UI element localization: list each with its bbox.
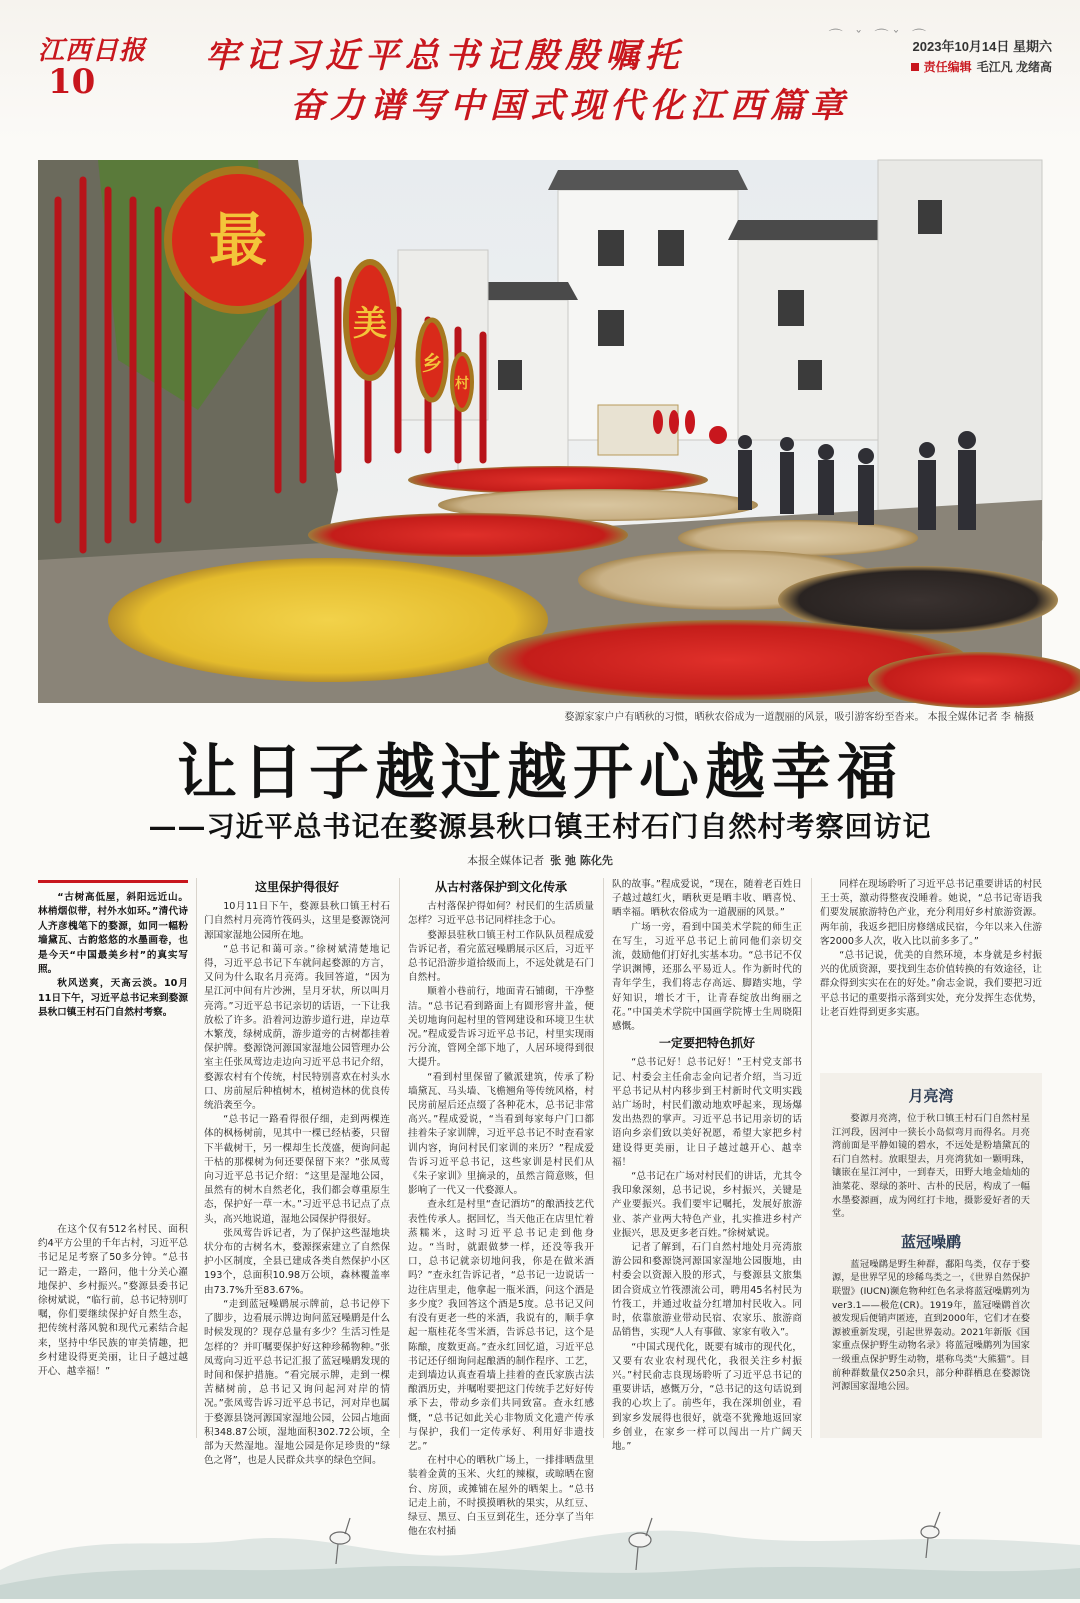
section-heading: 从古村落保护到文化传承	[434, 880, 567, 894]
paragraph: 古村落保护得如何？村民们的生活质量怎样？习近平总书记同样挂念于心。	[408, 901, 594, 927]
paragraph: 查永红是村里“查记酒坊”的酿酒技艺代表性传承人。据回忆，当天他正在店里忙着蒸糯米，这时习近平总书记走到他身边。“当时，就跟做梦一样，还没等我开口，总书记就亲切地问我，你是在做米酒吗？”查永红告诉记者，“总书记一边说话一边往店里走，他拿起一瓶米酒，问这个酒是多少度？我回答这个酒是5度。总书记又问有没有更老一些的米酒，我说有的，顺手拿起一瓶桂花冬雪米酒，告诉总书记，这个是陈酿，度数更高。”查永红回忆道，习近平总书记还仔细询问起酿酒的制作程序、工艺，走到墙边认真查看墙上挂着的查氏家族古法酿酒历史，并嘱咐要把这门传统手艺好好传承下去，带动乡亲们共同致富。查永红感慨，“总书记如此关心非物质文化遗产传承与保护，我们一定传承好、利用好非遗技艺。”	[408, 1199, 594, 1452]
red-square-icon	[911, 63, 919, 71]
paragraph: 广场一旁，看到中国美术学院的师生正在写生，习近平总书记上前同他们亲切交流，鼓励他们打好扎实基本功。“总书记不仅学识渊博，还那么平易近人。作为新时代的青年学生，我们将志存高远、脚踏实地，学好知识，增长才干，让青春绽放出绚丽之花。”中国美术学院中国画学院博士生周晓阳感慨。	[612, 921, 802, 1033]
sign-disk	[168, 170, 308, 310]
editor-label: 责任编辑	[923, 60, 972, 74]
column-divider	[811, 878, 812, 1438]
sign-char-1: 最	[208, 206, 268, 274]
section-heading: 这里保护得很好	[254, 880, 339, 894]
column-divider	[196, 878, 197, 1438]
byline-names: 张 弛 陈化先	[550, 854, 613, 867]
column-1	[38, 1223, 188, 1438]
footer-landscape-art	[0, 1460, 1080, 1599]
byline	[0, 852, 1080, 868]
flying-birds-icon: ⌒ ˇ ⌒ˇ ⌒	[828, 29, 930, 45]
sidebar-title: 月亮湾	[908, 1087, 954, 1105]
column-5	[820, 878, 1042, 1068]
column-divider	[399, 878, 400, 1438]
paper-name: 江西日报	[38, 36, 147, 66]
sign-disk	[452, 354, 472, 410]
paragraph: 顺着小巷前行，地面青石铺砌，干净整洁。“总书记看到路面上有圆形窨井盖，便关切地询问起村里的管网建设和环境卫生状况。”程成爱告诉习近平总书记，村里实现雨污分流，管网全部下地了，人居环境得到很大提升。	[408, 986, 594, 1069]
paragraph: “总书记一路看得很仔细，走到两棵连体的枫杨树前，见其中一棵已经枯萎，只留下半截树干，另一棵却生长茂盛，便询问起干枯的那棵树为何还要保留下来？”张凤莺向习近平总书记介绍：“这里是湿地公园，虽然有的树木自然老化，我们都会尊重原生态，保护好一草一木。”习近平总书记点了点头，高兴地说道，湿地公园保护得很好。	[204, 1114, 390, 1225]
article-body	[38, 878, 1042, 1538]
masthead	[0, 0, 1080, 145]
info-sidebar	[820, 1073, 1042, 1438]
paragraph: 同样在现场聆听了习近平总书记重要讲话的村民王士英，激动得整夜没睡着。她说，“总书记寄语我们要发展旅游特色产业，充分利用好乡村旅游资源。两年前，我返乡把旧房修缮成民宿，今年以来入住游客2000多人次，收入比以前多多了。”	[820, 879, 1042, 947]
paragraph: 10月11日下午，婺源县秋口镇王村石门自然村月亮湾竹筏码头，这里是婺源饶河源国家湿地公园所在地。	[204, 901, 390, 941]
issue-date: 2023年10月14日 星期六	[912, 39, 1052, 54]
paragraph: “总书记说，优美的自然环境，本身就是乡村振兴的优质资源，要找到生态价值转换的有效途径，让群众得到实实在在的好处。”俞志金说，我们要把习近平总书记的重要指示落到实处，充分发挥生态优势，让老百姓得到更多实惠。	[820, 950, 1042, 1018]
sign-disk	[346, 262, 394, 378]
paragraph: 在这个仅有512名村民、面积约4平方公里的千年古村，习近平总书记足足考察了50多分钟。“总书记一路走，一路问，他十分关心濯地保护、乡村振兴。”婺源县委书记徐树斌说，“临行前，总书记特别叮嘱，你们要继续保护好自然生态，把传统村落风貌和现代元素结合起来，坚持中华民族的审美情趣，把乡村建设得更美丽，让日子越过越开心、越幸福！”	[38, 1224, 189, 1378]
sign-disk	[418, 320, 446, 400]
lead-box	[38, 880, 188, 1210]
article-headline: 让日子越过越开心越幸福	[177, 738, 903, 808]
sign-char-2: 美	[353, 304, 387, 344]
article-subheadline: ——习近平总书记在婺源县秋口镇王村石门自然村考察回访记	[148, 810, 932, 843]
column-divider	[603, 878, 604, 1438]
sidebar-section-bird	[832, 1231, 1030, 1394]
section-heading: 一定要把特色抓好	[658, 1036, 755, 1051]
sign-char-3: 乡	[422, 351, 442, 375]
column-2	[204, 878, 390, 1467]
lead-paragraph: “古树高低屋，斜阳远近山。林梢烟似带，村外水如环。”清代诗人齐彦槐笔下的婺源，如同一幅粉墙黛瓦、古韵悠悠的水墨画卷，也是今天“中国最美乡村”的真实写照。	[38, 892, 188, 976]
page-number: 10	[48, 62, 96, 102]
paragraph: 张凤莺告诉记者，为了保护这些湿地块状分布的古树名木，婺源探索建立了自然保护小区制度，全县已建成各类自然保护小区193个，总面积10.98万公顷，森林覆盖率由73.7%升至83.67%。	[204, 1227, 390, 1296]
byline-label: 本报全媒体记者	[467, 854, 545, 867]
paragraph: “走到蓝冠噪鹛展示牌前，总书记停下了脚步，边看展示牌边询问蓝冠噪鹛是什么时候发现的？现存总量有多少？生活习性是怎样的？并叮嘱要保护好这种珍稀物种。”张凤莺向习近平总书记汇报了蓝冠噪鹛发现的时间和保护措施。“看完展示牌，走到一棵苦槠树前，总书记又询问起河对岸的情况。”张凤莺告诉习近平总书记，河对岸也属于婺源县饶河源国家湿地公园，公园占地面积348.87公顷，湿地面积302.72公顷，全部为天然湿地。湿地公园是你足珍贵的“绿色之肾”，也是人民群众共享的绿色空间。	[204, 1298, 390, 1467]
editor-credit	[911, 58, 1052, 75]
photo-caption: 婺源家家户户有晒秋的习惯，晒秋农俗成为一道靓丽的风景，吸引游客纷至沓来。 本报全媒体记者 李 楠摄	[564, 712, 1034, 723]
sidebar-text: 婺源月亮湾，位于秋口镇王村石门自然村星江河段，因河中一狭长小岛似弯月而得名。月亮湾前面是平静如镜的碧水，不远处是粉墙黛瓦的石门自然村。放眼望去，月亮湾犹如一颗明珠，镶嵌在星江河中，一到春天，田野大地金灿灿的油菜花、翠绿的茶叶、古朴的民居，构成了一幅水墨婺源画，成为网红打卡地，摄影爱好者的天堂。	[832, 1113, 1030, 1220]
paragraph: 在村中心的晒秋广场上，一排排晒盘里装着金黄的玉米、火红的辣椒，或晾晒在窗台、房顶，或摊铺在屋外的晒架上。“总书记走上前，不时摸摸晒秋的果实，从红豆、绿豆、黑豆、白玉豆到花生，还分享了当年他在农村插	[408, 1455, 594, 1538]
paragraph: 记者了解到，石门自然村地处月亮湾旅游公园和婺源饶河源国家湿地公园腹地，由村委会以资源入股的形式，与婺源县文旅集团合资成立竹筏漂流公司，聘用45名村民为竹筏工，并通过收益分红增加村民收入。同时，依靠旅游业带动民宿、农家乐、旅游商品销售，实现“人人有事做、家家有收入”。	[612, 1242, 802, 1339]
sidebar-section-moon-bay	[832, 1085, 1030, 1221]
editor-names: 毛江凡 龙绪高	[976, 60, 1052, 74]
paragraph: “总书记好！总书记好！”王村党支部书记、村委会主任俞志金向记者介绍，当习近平总书记从村内移步到王村新时代文明实践站广场时，村民们激动地欢呼起来，现场爆发出热烈的掌声。习近平总书记用亲切的话语向乡亲们致以美好祝愿，希望大家把乡村建设得更美丽，让日子越过越开心、越幸福！	[612, 1057, 802, 1168]
sidebar-title: 蓝冠噪鹛	[900, 1232, 961, 1251]
paragraph: “看到村里保留了徽派建筑，传承了粉墙黛瓦、马头墙、飞檐翘角等传统风格，村民房前屋后还点缀了各种花木，总书记非常高兴。”程成爱说，“当看到每家每户门口都挂着朱子家训牌，习近平总书记不时查看家训内容，询问村民们家训的来历？”程成爱告诉习近平总书记，这些家训是村民们从《朱子家训》里摘录的，虽然言简意赅，但影响了一代又一代婺源人。	[408, 1071, 594, 1197]
column-3	[408, 878, 594, 1538]
sign-char-4: 村	[455, 376, 469, 392]
slogan-line-2: 奋力谱写中国式现代化江西篇章	[290, 86, 850, 126]
paragraph: 婺源县驻秋口镇王村工作队队员程成爱告诉记者，看完蓝冠噪鹛展示区后，习近平总书记沿游步道拾级而上，不远处就是石门自然村。	[408, 929, 594, 984]
sidebar-text: 蓝冠噪鹛是野生种群，鄱阳鸟类，仅存于婺源，是世界罕见的珍稀鸟类之一，《世界自然保护联盟》(IUCN)濒危物种红色名录将蓝冠噪鹛列为ver3.1——极危(CR)。1919年，蓝冠噪鹛首次被发现后便销声匿迹，直到2000年，它们才在婺源被重新发现，引起世界轰动。2021年新版《国家重点保护野生动物名录》将蓝冠噪鹛列为国家一级重点保护野生动物，堪称鸟类“大熊猫”。目前种群数量仅250余只，部分种群栖息在婺源饶河源国家湿地公园。	[832, 1258, 1030, 1393]
paragraph: “总书记和蔼可亲。”徐树斌清楚地记得，习近平总书记下车就问起婺源的方言，又问为什么取名月亮湾。我回答道，“因为星江河中间有片沙洲，呈月牙状，所以叫月亮湾。”习近平总书记亲切的话语，一下让我放松了许多。沿着河边游步道行进，岸边草木繁茂，绿树成荫，游步道旁的古树都挂着保护牌。婺源饶河源国家湿地公园管理办公室主任张凤莺边走边向习近平总书记介绍，婺源农村有个传统，村民特别喜欢在村头水口、房前屋后种植树木，植树造林的优良传统沿袭至今。	[204, 943, 390, 1112]
column-4	[612, 878, 802, 1452]
lead-paragraph: 秋风送爽，天高云淡。10月11日下午，习近平总书记来到婺源县秋口镇王村石门自然村考察。	[38, 978, 188, 1019]
main-photo	[38, 160, 1042, 703]
paragraph: “中国式现代化，既要有城市的现代化，又要有农业农村现代化，我很关注乡村振兴。”村民俞志良现场聆听了习近平总书记的重要讲话，感慨万分，“总书记的这句话说到我的心坎上了。前些年，我在深圳创业，看到家乡发展得也很好，就毫不犹豫地返回家乡创业，在家乡一样可以闯出一片广阔天地。”	[612, 1341, 802, 1452]
slogan-line-1: 牢记习近平总书记殷殷嘱托	[205, 36, 685, 76]
paragraph: “总书记在广场对村民们的讲话，尤其令我印象深刻，总书记说，乡村振兴，关键是产业要振兴。我们要牢记嘱托，发展好旅游业、茶产业两大特色产业，扎实推进乡村产业振兴，思及更多老百姓。”徐树斌说。	[612, 1171, 802, 1239]
paragraph: 队的故事。”程成爱说，“现在，随着老百姓日子越过越红火，晒秋更是晒丰收、晒喜悦、晒幸福。晒秋农俗成为一道靓丽的风景。”	[612, 879, 802, 919]
